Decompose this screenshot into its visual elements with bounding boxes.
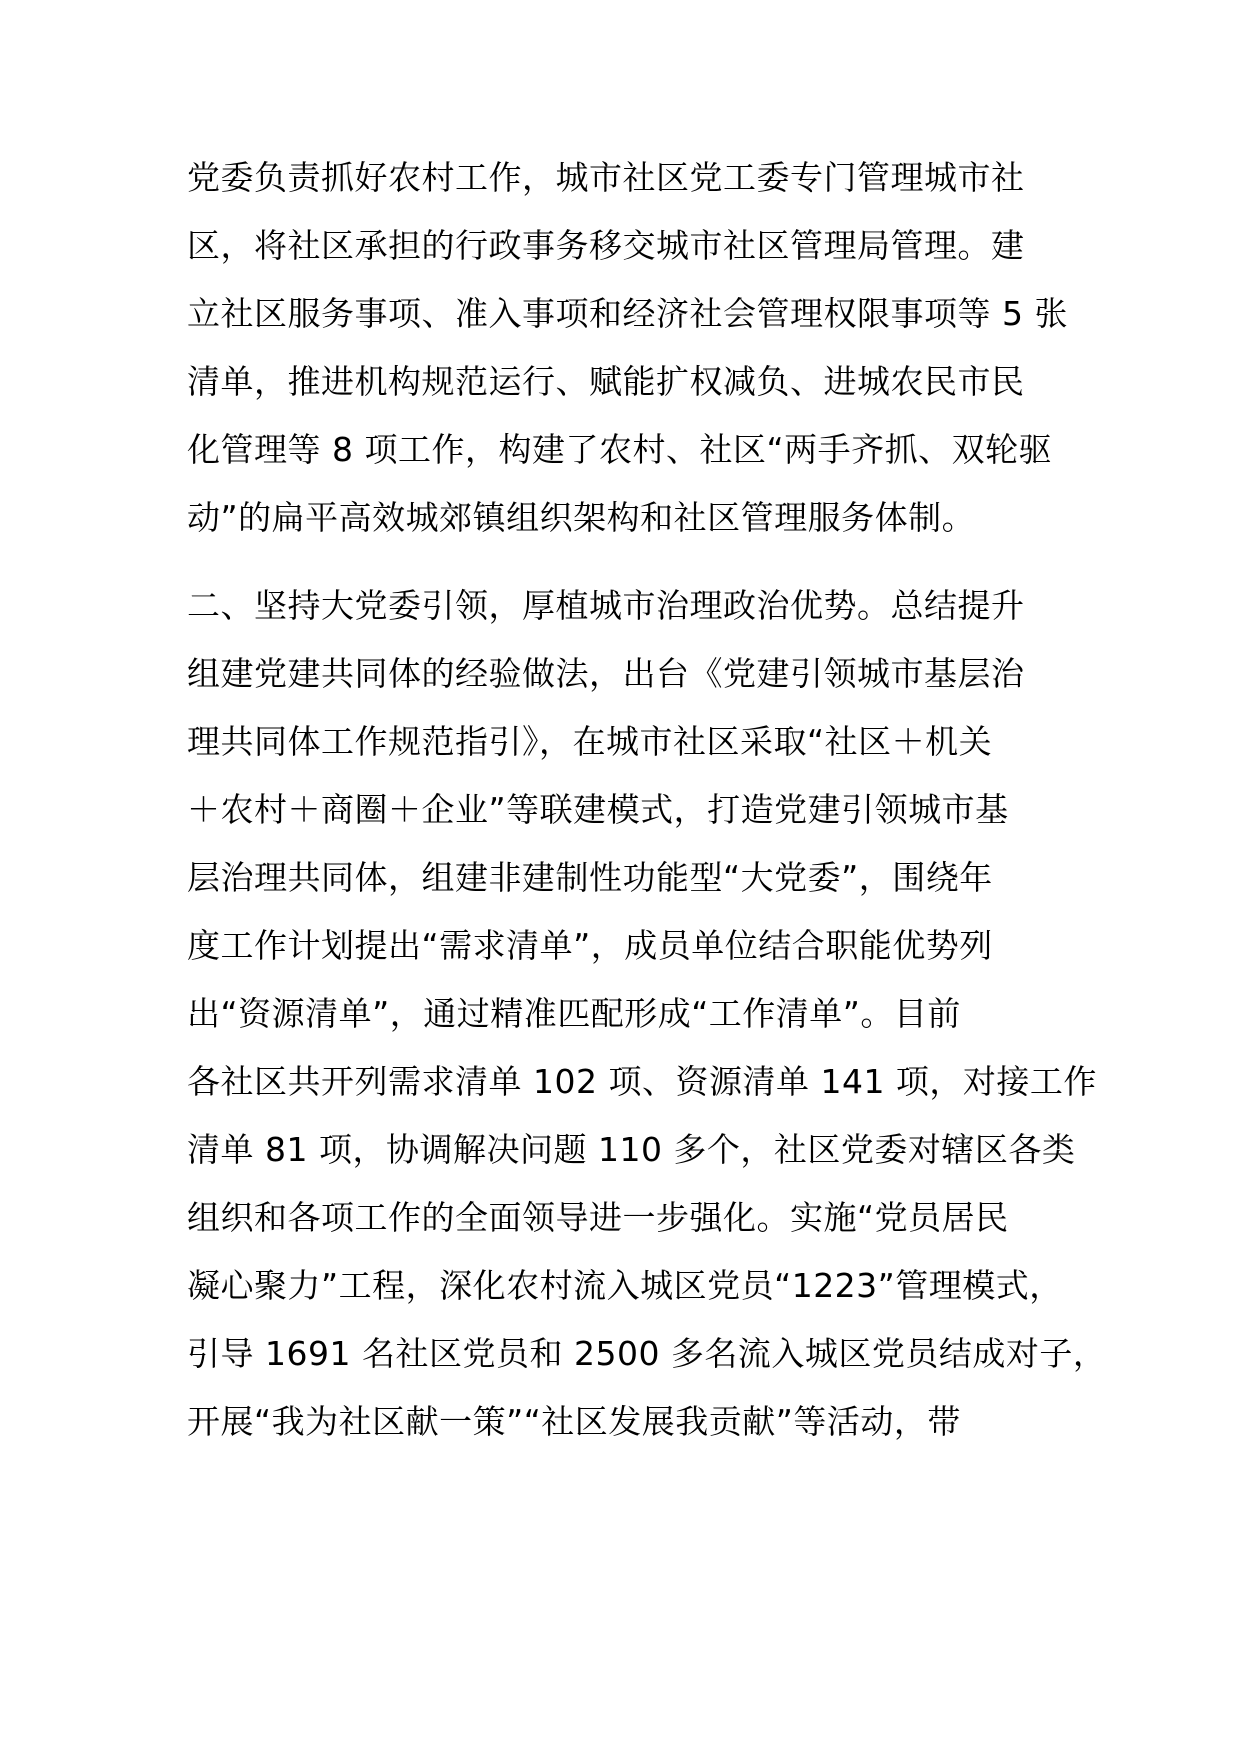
text-line: 开展“我为社区献一策”“社区发展我贡献”等活动，带 [187,1402,961,1441]
text-line: 二、坚持大党委引领，厚植城市治理政治优势。总结提升 [187,586,1025,625]
text-line: 引导 1691 名社区党员和 2500 多名流入城区党员结成对子， [187,1334,1107,1373]
text-line: 立社区服务事项、准入事项和经济社会管理权限事项等 5 张 [187,294,1068,333]
text-line: 层治理共同体，组建非建制性功能型“大党委”，围绕年 [187,858,993,897]
text-line: 凝心聚力”工程，深化农村流入城区党员“1223”管理模式， [187,1266,1063,1305]
text-line: 度工作计划提出“需求清单”，成员单位结合职能优势列 [187,926,993,965]
text-line: ＋农村＋商圈＋企业”等联建模式，打造党建引领城市基 [187,790,1009,829]
text-line: 组建党建共同体的经验做法，出台《党建引领城市基层治 [187,654,1025,693]
text-line: 动”的扁平高效城郊镇组织架构和社区管理服务体制。 [187,498,976,537]
text-line: 出“资源清单”，通过精准匹配形成“工作清单”。目前 [187,994,961,1033]
text-line: 清单 81 项，协调解决问题 110 多个，社区党委对辖区各类 [187,1130,1076,1169]
text-line: 各社区共开列需求清单 102 项、资源清单 141 项，对接工作 [187,1062,1097,1101]
text-line: 化管理等 8 项工作，构建了农村、社区“两手齐抓、双轮驱 [187,430,1053,469]
text-line: 组织和各项工作的全面领导进一步强化。实施“党员居民 [187,1198,1009,1237]
text-line: 理共同体工作规范指引》，在城市社区采取“社区＋机关 [187,722,993,761]
text-line: 清单，推进机构规范运行、赋能扩权减负、进城农民市民 [187,362,1025,401]
text-line: 区，将社区承担的行政事务移交城市社区管理局管理。建 [187,226,1025,265]
text-line: 党委负责抓好农村工作，城市社区党工委专门管理城市社 [187,158,1025,197]
